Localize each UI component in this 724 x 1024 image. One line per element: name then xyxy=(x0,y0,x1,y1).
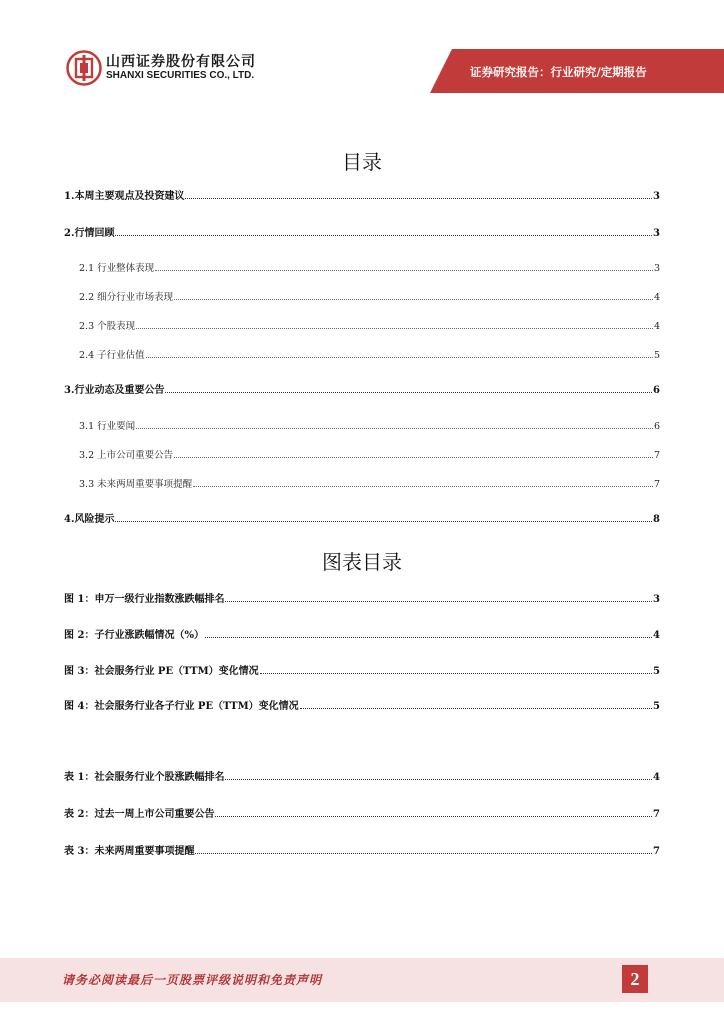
page-header xyxy=(0,0,724,100)
toc-item[interactable]: 3.1 行业要闻 6 xyxy=(79,421,660,432)
toc-item[interactable]: 2.4 子行业估值 5 xyxy=(79,350,660,361)
company-name-en: SHANXI SECURITIES CO., LTD. xyxy=(106,70,255,81)
table-item[interactable]: 表 3：未来两周重要事项提醒 7 xyxy=(64,846,660,857)
toc-item[interactable]: 2.3 个股表现 4 xyxy=(79,321,660,332)
toc-item[interactable]: 2.1 行业整体表现 3 xyxy=(79,263,660,274)
disclaimer-text: 请务必阅读最后一页股票评级说明和免责声明 xyxy=(62,973,323,987)
figure-item[interactable]: 图 4：社会服务行业各子行业 PE（TTM）变化情况 5 xyxy=(64,701,660,712)
company-logo-icon xyxy=(66,50,102,86)
toc-item[interactable]: 3.2 上市公司重要公告 7 xyxy=(79,450,660,461)
figure-item[interactable]: 图 1：申万一级行业指数涨跌幅排名 3 xyxy=(64,594,660,605)
toc-item[interactable]: 2.行情回顾 3 xyxy=(64,228,660,239)
table-item[interactable]: 表 2：过去一周上市公司重要公告 7 xyxy=(64,809,660,820)
toc-item[interactable]: 4.风险提示 8 xyxy=(64,514,660,525)
toc-item[interactable]: 3.行业动态及重要公告 6 xyxy=(64,385,660,396)
company-name-cn: 山西证券股份有限公司 xyxy=(106,54,256,70)
report-type-label: 证券研究报告：行业研究/定期报告 xyxy=(470,65,647,79)
toc-item[interactable]: 3.3 未来两周重要事项提醒 7 xyxy=(79,479,660,490)
toc-item[interactable]: 1.本周主要观点及投资建议 3 xyxy=(64,191,660,202)
table-item[interactable]: 表 1：社会服务行业个股涨跌幅排名 4 xyxy=(64,772,660,783)
figures-title: 图表目录 xyxy=(322,550,402,574)
figure-item[interactable]: 图 3：社会服务行业 PE（TTM）变化情况 5 xyxy=(64,666,660,677)
toc-title: 目录 xyxy=(342,150,382,174)
toc-item[interactable]: 2.2 细分行业市场表现 4 xyxy=(79,292,660,303)
figure-item[interactable]: 图 2：子行业涨跌幅情况（%） 4 xyxy=(64,630,660,641)
page-number: 2 xyxy=(622,965,648,993)
